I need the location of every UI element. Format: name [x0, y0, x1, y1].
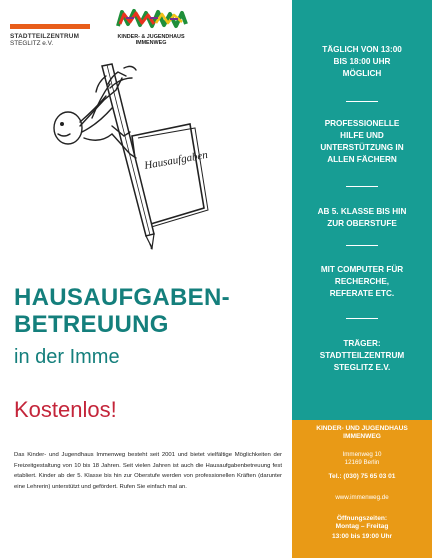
- page-subtitle: in der Imme: [14, 346, 120, 368]
- title-line2: BETREUUNG: [14, 311, 169, 338]
- hours-time: 13:00 bis 19:00 Uhr: [331, 533, 393, 540]
- pencil-and-book-illustration: [40, 58, 230, 258]
- divider: [346, 101, 378, 102]
- feature-line: STEGLITZ E.V.: [333, 363, 391, 372]
- feature-computer: [292, 264, 432, 300]
- logo-right-line2: IMMENWEG: [135, 40, 167, 46]
- contact-name-line2: IMMENWEG: [343, 433, 381, 440]
- feature-line: UNTERSTÜTZUNG IN: [320, 143, 404, 152]
- feature-support: [292, 118, 432, 166]
- feature-line: TÄGLICH VON 13:00: [322, 45, 402, 54]
- hours-days: Montag – Freitag: [335, 523, 389, 530]
- logo-left-line1: STADTTEILZENTRUM: [10, 33, 80, 40]
- logo-bar: [10, 24, 90, 29]
- feature-line: PROFESSIONELLE: [324, 119, 400, 128]
- stadtteilzentrum-logo: [10, 24, 90, 47]
- book-title-label: Hausaufgaben: [143, 148, 209, 172]
- contact-website-link[interactable]: www.immenweg.de: [335, 494, 389, 501]
- feature-hours: [292, 44, 432, 80]
- divider: [346, 245, 378, 246]
- title-line1: HAUSAUFGABEN-: [14, 284, 230, 311]
- graffiti-logo-icon: [112, 8, 190, 30]
- contact-city: 12169 Berlin: [344, 459, 380, 466]
- contact-address: [292, 451, 432, 467]
- feature-line: STADTTEILZENTRUM: [319, 351, 405, 360]
- feature-sponsor: [292, 338, 432, 374]
- contact-name: [292, 425, 432, 441]
- feature-line: AB 5. KLASSE BIS HIN: [317, 207, 407, 216]
- feature-line: ALLEN FÄCHERN: [327, 155, 397, 164]
- feature-line: RECHERCHE,: [334, 277, 390, 286]
- logo-right-line1: KINDER- & JUGENDHAUS: [117, 34, 185, 40]
- hours-label: Öffnungszeiten:: [336, 515, 388, 522]
- price-label: Kostenlos!: [14, 397, 117, 422]
- feature-line: MIT COMPUTER FÜR: [320, 265, 404, 274]
- description-text: Das Kinder- und Jugendhaus Immenweg besteht seit 2001 und bietet vielfältige Möglichkeiten der Freizeitgestaltung von 10 bis 18 Jahren. Seit vielen Jahren ist auch die Hausaufgabenbetreuung fest etabliert. Kinder ab der 5. Klasse bis hin zur Oberstufe werden von professionellen Kräften (darunter eine Lehrerin) unterstützt und gefördert. Rufen Sie einfach mal an.: [14, 452, 282, 490]
- feature-line: HILFE UND: [340, 131, 384, 140]
- feature-line: TRÄGER:: [343, 339, 381, 348]
- feature-line: MÖGLICH: [342, 69, 382, 78]
- contact-name-line1: KINDER- UND JUGENDHAUS: [316, 425, 408, 432]
- feature-line: REFERATE ETC.: [329, 289, 395, 298]
- divider: [346, 186, 378, 187]
- logo-left-line2: STEGLITZ e.V.: [10, 40, 54, 47]
- feature-line: ZUR OBERSTUFE: [327, 219, 397, 228]
- feature-grades: [292, 206, 432, 230]
- jugendhaus-logo: [112, 8, 190, 46]
- page-title: [14, 284, 230, 338]
- contact-phone: Tel.: (030) 75 65 03 01: [328, 473, 396, 480]
- opening-hours: [292, 515, 432, 541]
- contact-street: Immenweg 10: [342, 451, 382, 458]
- divider: [346, 318, 378, 319]
- feature-line: BIS 18:00 UHR: [333, 57, 391, 66]
